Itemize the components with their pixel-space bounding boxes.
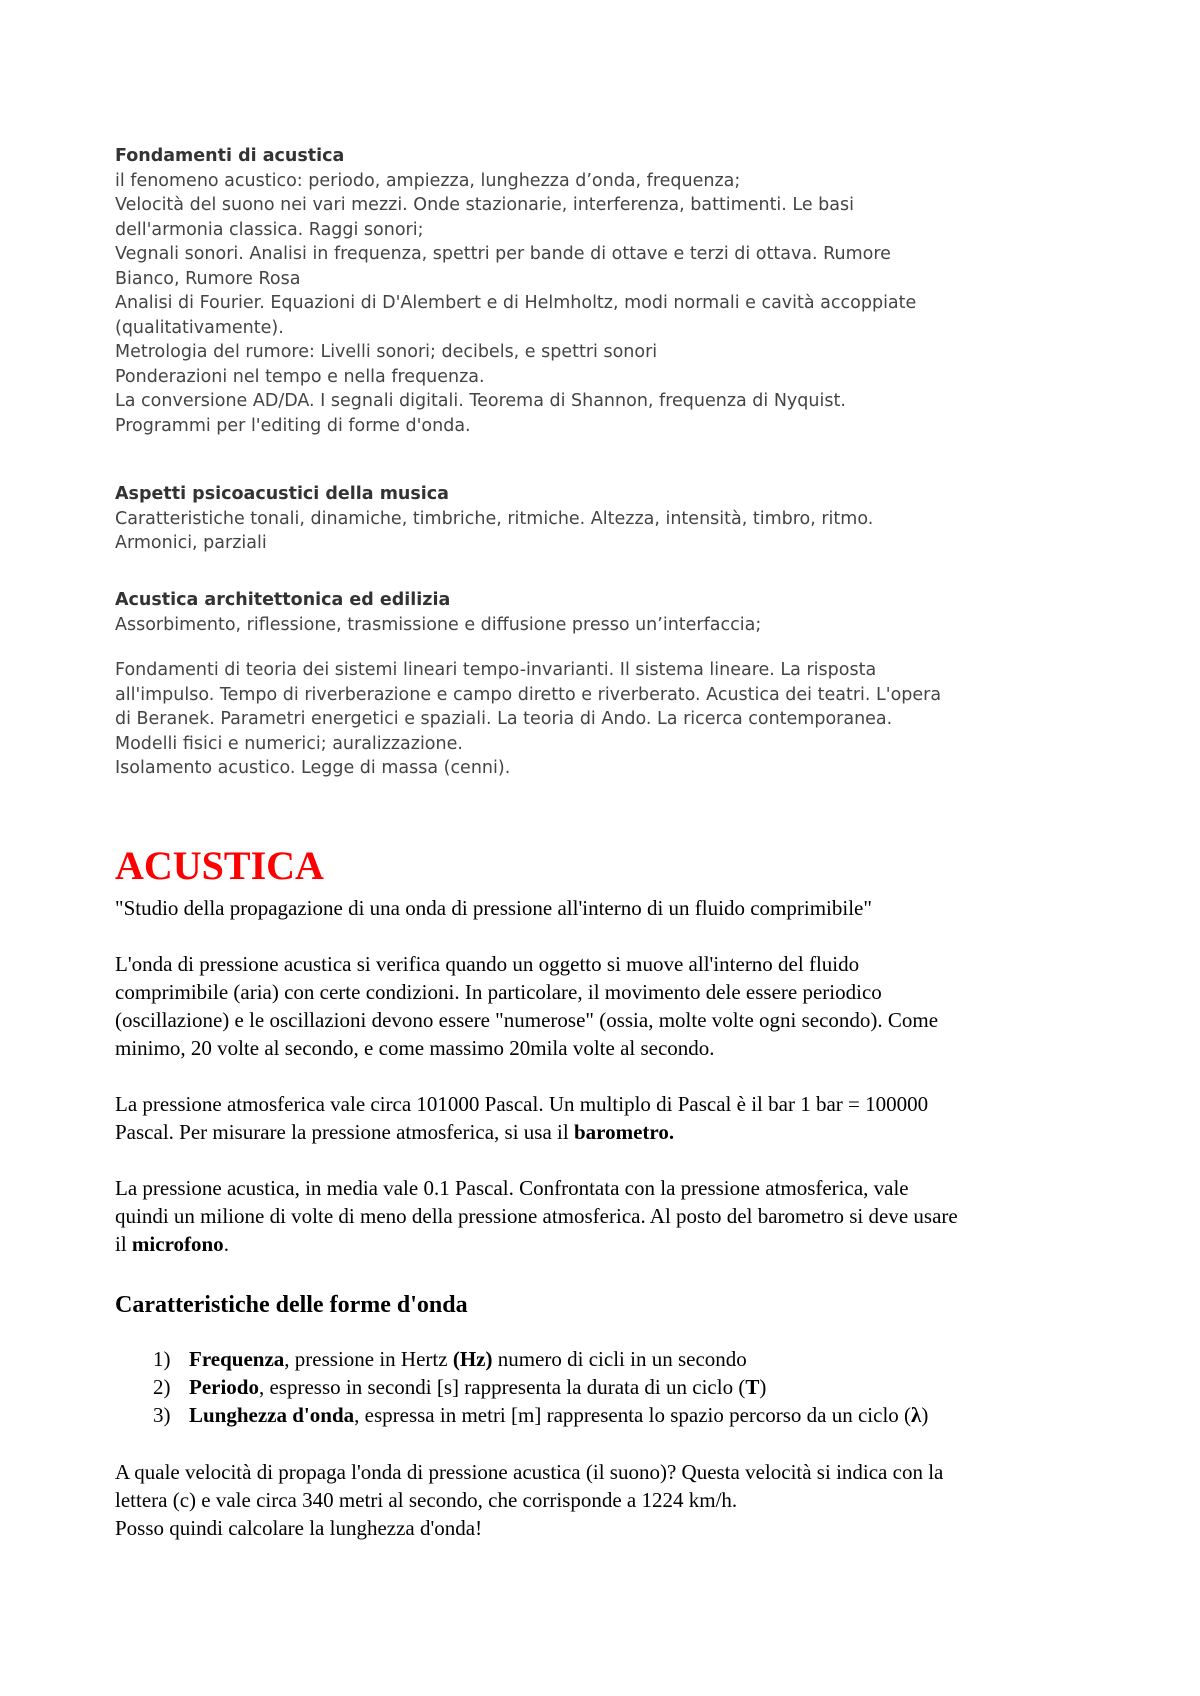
list-item — [115, 1345, 928, 1373]
waveforms-heading: Caratteristiche delle forme d'onda — [115, 1292, 468, 1318]
text-line: Caratteristiche tonali, dinamiche, timbriche, ritmiche. Altezza, intensità, timbro, ritmo. — [115, 508, 874, 529]
text-line: La conversione AD/DA. I segnali digitali. Teorema di Shannon, frequenza di Nyquist. — [115, 391, 846, 411]
text-line: Isolamento acustico. Legge di massa (cenni). — [115, 758, 511, 778]
acustica-definition — [115, 894, 1105, 922]
text-line: Posso quindi calcolare la lunghezza d'onda! — [115, 1516, 483, 1540]
text-line: comprimibile (aria) con certe condizioni. In particolare, il movimento dele essere periodico — [115, 980, 882, 1004]
text-line: quindi un milione di volte di meno della pressione atmosferica. Al posto del barometro si deve usare — [115, 1204, 958, 1228]
acustica-paragraph-2 — [115, 1090, 1105, 1146]
text-line — [115, 1230, 1105, 1258]
text-line: (oscillazione) e le oscillazioni devono essere "numerose" (ossia, molte volte ogni secondo). Come — [115, 1008, 939, 1032]
text-line: all'impulso. Tempo di riverberazione e campo diretto e riverberato. Acustica dei teatri. L'opera — [115, 684, 942, 705]
text-line: La pressione acustica, in media vale 0.1 Pascal. Confrontata con la pressione atmosferica, vale — [115, 1176, 909, 1200]
list-number: 2) — [153, 1375, 171, 1399]
section-heading: Acustica architettonica ed edilizia — [115, 590, 451, 610]
term: (Hz) — [452, 1347, 493, 1371]
text-line: il fenomeno acustico: periodo, ampiezza, lunghezza d’onda, frequenza; — [115, 170, 741, 191]
text-line: Ponderazioni nel tempo e nella frequenza. — [115, 366, 485, 387]
text-run: ) — [921, 1403, 929, 1427]
section-heading: Fondamenti di acustica — [115, 146, 345, 166]
text-line: L'onda di pressione acustica si verifica quando un oggetto si muove all'interno del fluido — [115, 952, 860, 976]
list-number: 1) — [153, 1347, 171, 1371]
text-run: ) — [759, 1375, 767, 1399]
section-fondamenti — [115, 144, 1095, 438]
section-heading: Aspetti psicoacustici della musica — [115, 484, 449, 504]
list-item — [115, 1401, 928, 1429]
section-architettonica — [115, 588, 1095, 637]
text-run: numero di cicli in un secondo — [492, 1347, 747, 1371]
term: λ — [911, 1403, 922, 1427]
text-line: di Beranek. Parametri energetici e spaziali. La teoria di Ando. La ricerca contemporanea. — [115, 709, 893, 729]
text-run: . — [223, 1232, 229, 1256]
text-run: Pascal. Per misurare la pressione atmosferica, si usa il — [115, 1120, 574, 1144]
list-number: 3) — [153, 1403, 171, 1427]
document-page — [115, 0, 1095, 1696]
section-psicoacustica — [115, 482, 1095, 556]
text-line: Velocità del suono nei vari mezzi. Onde stazionarie, interferenza, battimenti. Le basi — [115, 195, 854, 215]
section-architettonica-body — [115, 658, 1095, 781]
text-run: , espressa in metri [m] rappresenta lo spazio percorso da un ciclo ( — [354, 1403, 912, 1427]
definition-text: "Studio della propagazione di una onda di pressione all'interno di un fluido comprimibile" — [115, 896, 872, 920]
text-line — [115, 1118, 1105, 1146]
text-line: lettera (c) e vale circa 340 metri al secondo, che corrisponde a 1224 km/h. — [115, 1488, 738, 1512]
acustica-paragraph-1 — [115, 950, 1105, 1062]
text-line: Assorbimento, riflessione, trasmissione e diffusione presso un’interfaccia; — [115, 614, 762, 635]
text-run: , espresso in secondi [s] rappresenta la durata di un ciclo ( — [258, 1375, 746, 1399]
text-line: Bianco, Rumore Rosa — [115, 268, 301, 289]
text-line: (qualitativamente). — [115, 317, 284, 338]
barometro-term: barometro. — [573, 1120, 675, 1144]
closing-paragraph — [115, 1458, 1105, 1542]
term: Periodo — [189, 1375, 259, 1399]
acustica-title: ACUSTICA — [115, 843, 324, 888]
microfono-term: microfono — [131, 1232, 224, 1256]
text-line: Armonici, parziali — [115, 533, 267, 553]
text-line: dell'armonia classica. Raggi sonori; — [115, 219, 424, 240]
text-line: Programmi per l'editing di forme d'onda. — [115, 415, 471, 436]
term: Lunghezza d'onda — [189, 1403, 355, 1427]
waveform-characteristics-list — [115, 1345, 928, 1429]
text-run: il — [115, 1232, 132, 1256]
acustica-paragraph-3 — [115, 1174, 1105, 1258]
text-line: La pressione atmosferica vale circa 101000 Pascal. Un multiplo di Pascal è il bar 1 bar = 100000 — [115, 1092, 929, 1116]
text-line: A quale velocità di propaga l'onda di pressione acustica (il suono)? Questa velocità si indica con la — [115, 1460, 944, 1484]
term: T — [745, 1375, 760, 1399]
list-item — [115, 1373, 928, 1401]
text-line: Modelli fisici e numerici; auralizzazione. — [115, 733, 463, 754]
text-line: Vegnali sonori. Analisi in frequenza, spettri per bande di ottave e terzi di ottava. Rumore — [115, 244, 891, 264]
text-line: Fondamenti di teoria dei sistemi lineari tempo-invarianti. Il sistema lineare. La risposta — [115, 660, 877, 680]
text-line: Metrologia del rumore: Livelli sonori; decibels, e spettri sonori — [115, 342, 658, 362]
text-run: , pressione in Hertz — [284, 1347, 453, 1371]
text-line: Analisi di Fourier. Equazioni di D'Alembert e di Helmholtz, modi normali e cavità accoppiate — [115, 293, 917, 313]
term: Frequenza — [189, 1347, 285, 1371]
text-line: minimo, 20 volte al secondo, e come massimo 20mila volte al secondo. — [115, 1036, 715, 1060]
